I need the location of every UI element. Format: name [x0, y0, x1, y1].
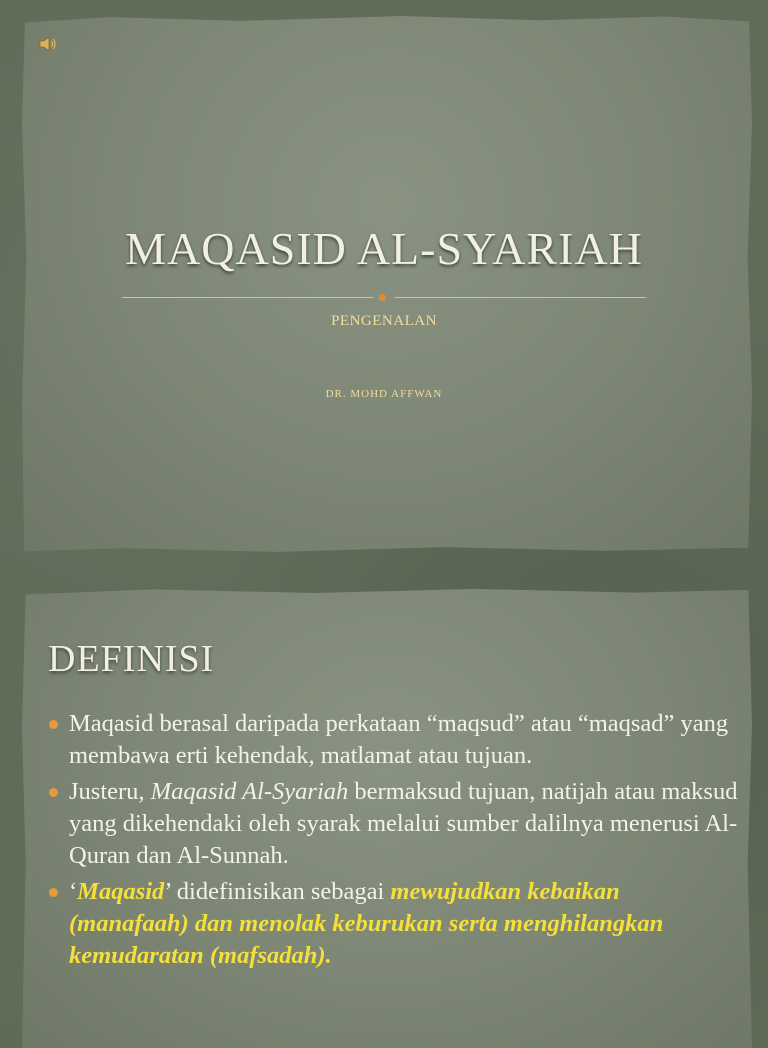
list-item	[48, 708, 738, 772]
list-item	[48, 876, 738, 972]
quote-close: ’	[164, 878, 177, 905]
slide-title: MAQASID AL-SYARIAH	[125, 223, 643, 274]
bullet-prefix: Justeru,	[69, 778, 151, 805]
slide-subtitle: PENGENALAN	[331, 313, 437, 329]
bullet-dot-icon	[49, 888, 58, 897]
bullet-text: Maqasid berasal daripada perkataan “maqsud” atau “maqsad” yang membawa erti kehendak, matlamat atau tujuan.	[69, 710, 729, 769]
author-name: DR. MOHD AFFWAN	[325, 388, 443, 400]
divider-line-right	[394, 297, 646, 298]
list-item	[48, 776, 738, 872]
bullet-rest: bermaksud tujuan, natijah atau maksud yang dikehendaki oleh syarak melalui sumber dalilnya menerusi Al-Quran dan Al-Sunnah.	[69, 778, 738, 869]
section-heading: DEFINISI	[48, 638, 215, 680]
bullet-dot-icon	[49, 788, 58, 797]
bullet-definition: mewujudkan kebaikan (manafaah) dan menolak keburukan serta menghilangkan kemudaratan (mafsadah).	[69, 878, 664, 969]
bullet-dot-icon	[49, 720, 58, 729]
speaker-icon[interactable]	[38, 34, 58, 54]
bullet-term: Maqasid Al-Syariah	[150, 778, 349, 805]
title-slide	[22, 16, 752, 553]
definition-list	[48, 708, 738, 976]
quote-open: ‘	[69, 878, 78, 905]
divider-line-left	[122, 297, 374, 298]
title-divider	[122, 293, 646, 303]
divider-dot	[379, 294, 386, 301]
bullet-term: Maqasid	[77, 878, 165, 905]
bullet-middle: didefinisikan sebagai	[176, 878, 391, 905]
